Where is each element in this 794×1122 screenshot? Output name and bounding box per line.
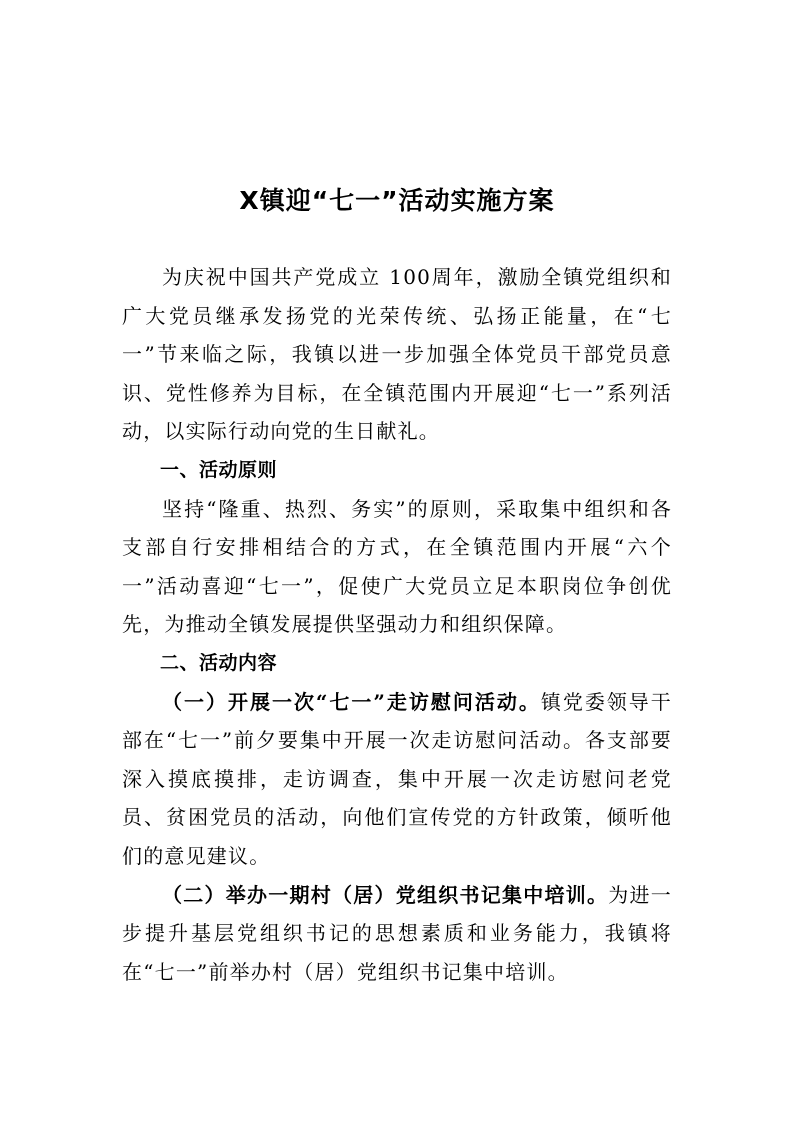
document-body: [122, 258, 672, 991]
section-heading-content: 二、活动内容: [160, 651, 278, 674]
document-title: X镇迎“七一”活动实施方案: [239, 186, 555, 215]
principles-paragraph: 坚持“隆重、热烈、务实”的原则，采取集中组织和各支部自行安排相结合的方式，在全镇范围内开展“六个一”活动喜迎“七一”，促使广大党员立足本职岗位争创优先，为推动全镇发展提供坚强动力和组织保障。: [122, 496, 672, 637]
content-item-training: [122, 876, 672, 992]
intro-paragraph: 为庆祝中国共产党成立 100周年，激励全镇党组织和广大党员继承发扬党的光荣传统、弘扬正能量，在“七一”节来临之际，我镇以进一步加强全体党员干部党员意识、党性修养为目标，在全镇范围内开展迎“七一”系列活动，以实际行动向党的生日献礼。: [122, 265, 672, 444]
section-heading-principles: 一、活动原则: [160, 458, 278, 481]
content-item-visit-text: 镇党委领导干部在“七一”前夕要集中开展一次走访慰问活动。各支部要深入摸底摸排，走访调查，集中开展一次走访慰问老党员、贫困党员的活动，向他们宣传党的方针政策，倾听他们的意见建议。: [122, 689, 672, 868]
content-item-visit: [122, 683, 672, 876]
content-item-visit-lead: （一）开展一次“七一”走访慰问活动。: [162, 689, 541, 714]
content-item-training-text: 为进一步提升基层党组织书记的思想素质和业务能力，我镇将在“七一”前举办村（居）党组织书记集中培训。: [122, 882, 673, 984]
content-item-training-lead: （二）举办一期村（居）党组织书记集中培训。: [162, 882, 609, 907]
